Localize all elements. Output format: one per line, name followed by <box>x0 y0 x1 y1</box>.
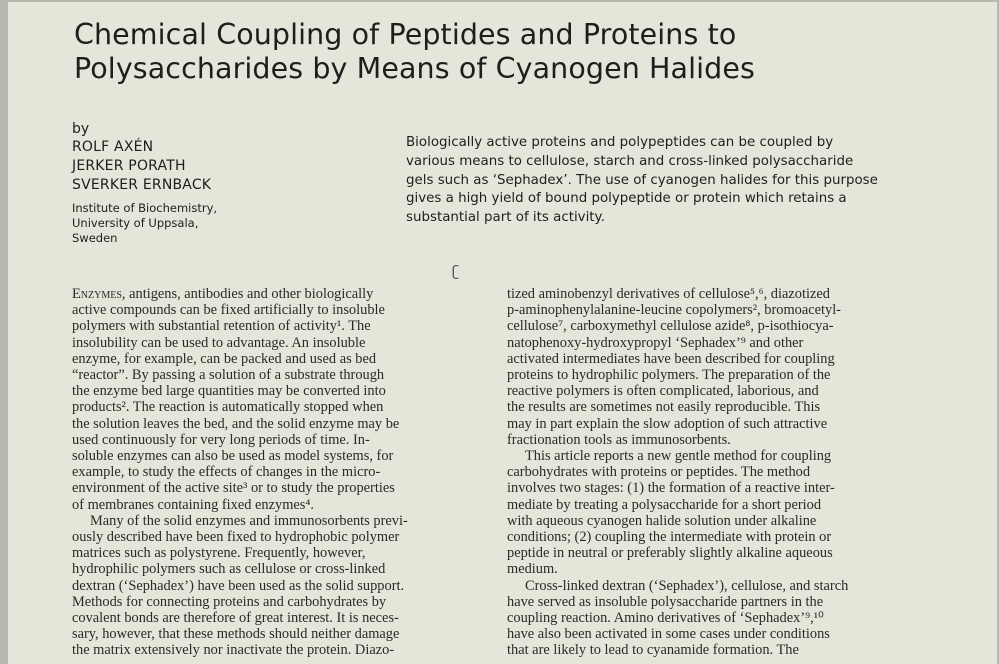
body-line: Methods for connecting proteins and carbohydrates by <box>72 593 387 610</box>
drop-word: Enzymes, <box>72 286 126 302</box>
body-line: have also been activated in some cases under conditions <box>507 626 830 643</box>
body-line: ously described have been fixed to hydrophobic polymer <box>72 529 400 546</box>
body-line: the results are sometimes not easily reproducible. This <box>507 399 821 416</box>
body-line: tized aminobenzyl derivatives of cellulose⁵,⁶, diazotized <box>507 286 830 302</box>
institution <box>72 201 372 246</box>
body-line: enzyme, for example, can be packed and used as bed <box>72 350 377 367</box>
body-line: dextran (‘Sephadex’) have been used as the solid support. <box>72 577 405 594</box>
body-line: soluble enzymes can also be used as model systems, for <box>72 448 394 465</box>
body-line: fractionation tools as immunosorbents. <box>507 431 731 448</box>
body-line: proteins to hydrophilic polymers. The preparation of the <box>507 367 831 384</box>
body-line: cellulose⁷, carboxymethyl cellulose azide⁸, p-isothiocya- <box>507 318 834 335</box>
stray-mark: ʗ <box>452 264 460 280</box>
author-block <box>72 120 372 246</box>
body-line: involves two stages: (1) the formation of a reactive inter- <box>507 480 835 497</box>
body-line: have served as insoluble polysaccharide partners in the <box>507 593 824 610</box>
author-name: JERKER PORATH <box>72 158 186 174</box>
body-line: Many of the solid enzymes and immunosorbents previ- <box>90 512 408 529</box>
author-name: SVERKER ERNBACK <box>72 177 212 193</box>
title-line: Polysaccharides by Means of Cyanogen Halides <box>74 52 755 85</box>
author-name: ROLF AXÉN <box>72 139 154 155</box>
body-line: the solution leaves the bed, and the solid enzyme may be <box>72 415 400 432</box>
paper-page <box>8 2 997 664</box>
body-line: natophenoxy-hydroxypropyl ‘Sephadex’⁹ and other <box>507 334 804 351</box>
byline: by <box>72 121 90 137</box>
body-line: example, to study the effects of changes in the micro- <box>72 464 381 481</box>
body-line: that are likely to lead to cyanamide formation. The <box>507 642 799 659</box>
body-line: carbohydrates with proteins or peptides. The method <box>507 464 811 481</box>
body-line: p-aminophenylalanine-leucine copolymers², bromoacetyl- <box>507 302 841 319</box>
abstract-line: gives a high yield of bound polypeptide or protein which retains a <box>406 191 847 207</box>
body-line: the enzyme bed large quantities may be converted into <box>72 383 386 400</box>
institution-line: Sweden <box>72 231 118 245</box>
body-line: with aqueous cyanogen halide solution under alkaline <box>507 512 817 529</box>
body-line: insolubility can be used to advantage. An insoluble <box>72 334 366 351</box>
body-line: coupling reaction. Amino derivatives of ‘Sephadex’⁹,¹⁰ <box>507 610 824 627</box>
body-line: may in part explain the slow adoption of such attractive <box>507 415 828 432</box>
body-line: used continuously for very long periods of time. In- <box>72 431 370 448</box>
body-line: “reactor”. By passing a solution of a substrate through <box>72 367 385 384</box>
body-line: products². The reaction is automatically stopped when <box>72 399 384 416</box>
body-line: sary, however, that these methods should neither damage <box>72 626 400 643</box>
body-line: peptide in neutral or preferably slightly alkaline aqueous <box>507 545 833 562</box>
body-line: polymers with substantial retention of activity¹. The <box>72 318 371 335</box>
left-column <box>72 286 482 659</box>
body-line: Enzymes, antigens, antibodies and other biologically <box>72 286 374 302</box>
body-line: medium. <box>507 561 558 578</box>
body-line: Cross-linked dextran (‘Sephadex’), cellulose, and starch <box>525 577 849 594</box>
right-column <box>507 286 937 659</box>
institution-line: Institute of Biochemistry, <box>72 201 218 215</box>
body-line: activated intermediates have been described for coupling <box>507 350 835 367</box>
body-line: matrices such as polystyrene. Frequently, however, <box>72 545 366 562</box>
abstract-line: substantial part of its activity. <box>406 210 605 226</box>
body-line: environment of the active site³ or to study the properties <box>72 480 395 497</box>
title-line: Chemical Coupling of Peptides and Proteins to <box>74 18 737 51</box>
abstract-line: various means to cellulose, starch and cross-linked polysaccharide <box>406 153 854 169</box>
body-line: conditions; (2) coupling the intermediate with protein or <box>507 529 832 546</box>
abstract-line: Biologically active proteins and polypeptides can be coupled by <box>406 135 834 150</box>
body-line: of membranes containing fixed enzymes⁴. <box>72 496 314 513</box>
body-line: active compounds can be fixed artificially to insoluble <box>72 302 385 319</box>
abstract-line: gels such as ‘Sephadex’. The use of cyanogen halides for this purpose <box>406 172 878 188</box>
body-line: reactive polymers is often complicated, laborious, and <box>507 383 819 400</box>
body-line: mediate by treating a polysaccharide for a short period <box>507 496 822 513</box>
body-line: covalent bonds are therefore of great interest. It is neces- <box>72 610 399 627</box>
abstract <box>406 134 946 228</box>
institution-line: University of Uppsala, <box>72 216 199 230</box>
article-title <box>74 18 934 86</box>
body-line: the matrix extensively nor inactivate the protein. Diazo- <box>72 642 395 659</box>
body-line: hydrophilic polymers such as cellulose or cross-linked <box>72 561 386 578</box>
body-line: This article reports a new gentle method for coupling <box>525 448 832 465</box>
